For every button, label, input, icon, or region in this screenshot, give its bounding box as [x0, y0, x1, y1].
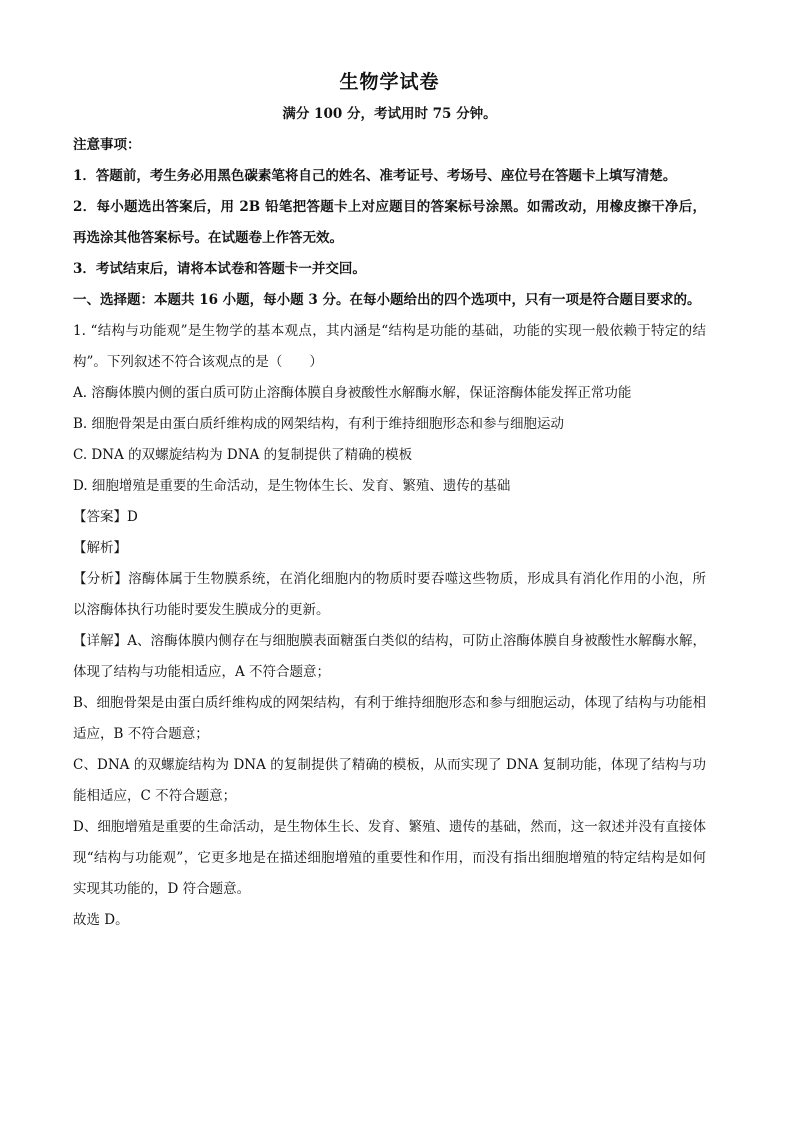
xiangjie-label: 【详解】: [73, 633, 128, 649]
answer-value: D: [127, 509, 138, 525]
note-item-3: 3．考试结束后，请将本试卷和答题卡一并交回。: [73, 261, 366, 277]
note-item-1: 1．答题前，考生务必用黑色碳素笔将自己的姓名、准考证号、考场号、座位号在答题卡上填写清楚。: [73, 168, 677, 184]
page-title: 生物学试卷: [339, 71, 440, 93]
note-item-2: 2．每小题选出答案后，用 2B 铅笔把答题卡上对应题目的答案标号涂黑。如需改动，用橡皮擦干净后，再选涂其他答案标号。在试题卷上作答无效。: [73, 199, 706, 246]
xiangjie-a-text: A、溶酶体膜内侧存在与细胞膜表面糖蛋白类似的结构，可防止溶酶体膜自身被酸性水解酶水解，体现了结构与功能相适应，A 不符合题意；: [73, 633, 707, 680]
option-b: B. 细胞骨架是由蛋白质纤维构成的网架结构，有利于维持细胞形态和参与细胞运动: [73, 416, 565, 432]
analysis-label: 【解析】: [73, 540, 127, 556]
option-c: C. DNA 的双螺旋结构为 DNA 的复制提供了精确的模板: [73, 447, 413, 463]
fenxi-text: 溶酶体属于生物膜系统，在消化细胞内的物质时要吞噬这些物质，形成具有消化作用的小泡，所以溶酶体执行功能时要发生膜成分的更新。: [73, 571, 707, 618]
answer-line: [73, 502, 706, 533]
xiangjie-paragraph-b: B、细胞骨架是由蛋白质纤维构成的网架结构，有利于维持细胞形态和参与细胞运动，体现了结构与功能相适应，B 不符合题意；: [73, 695, 706, 742]
option-d: D. 细胞增殖是重要的生命活动，是生物体生长、发育、繁殖、遗传的基础: [73, 478, 511, 494]
fenxi-label: 【分析】: [73, 571, 129, 587]
section-heading: 一、选择题：本题共 16 小题，每小题 3 分。在每小题给出的四个选项中，只有一项是符合题目要求的。: [73, 292, 701, 308]
exam-subtitle: 满分 100 分，考试用时 75 分钟。: [282, 106, 497, 122]
question-stem: 1. “结构与功能观”是生物学的基本观点，其内涵是“结构是功能的基础，功能的实现一般依赖于特定的结构”。下列叙述不符合该观点的是（ ）: [73, 323, 706, 370]
conclusion: 故选 D。: [73, 912, 129, 928]
xiangjie-paragraph-a: [73, 626, 706, 688]
fenxi-paragraph: [73, 564, 706, 626]
xiangjie-paragraph-c: C、DNA 的双螺旋结构为 DNA 的复制提供了精确的模板，从而实现了 DNA 复制功能，体现了结构与功能相适应，C 不符合题意；: [73, 757, 706, 804]
xiangjie-paragraph-d: D、细胞增殖是重要的生命活动，是生物体生长、发育、繁殖、遗传的基础，然而，这一叙述并没有直接体现“结构与功能观”，它更多地是在描述细胞增殖的重要性和作用，而没有指出细胞增殖的特定结构是如何实现其功能的，D 符合题意。: [73, 819, 706, 897]
option-a: A. 溶酶体膜内侧的蛋白质可防止溶酶体膜自身被酸性水解酶水解，保证溶酶体能发挥正常功能: [73, 385, 632, 401]
notes-heading: 注意事项：: [73, 137, 141, 153]
answer-label: 【答案】: [73, 509, 127, 525]
